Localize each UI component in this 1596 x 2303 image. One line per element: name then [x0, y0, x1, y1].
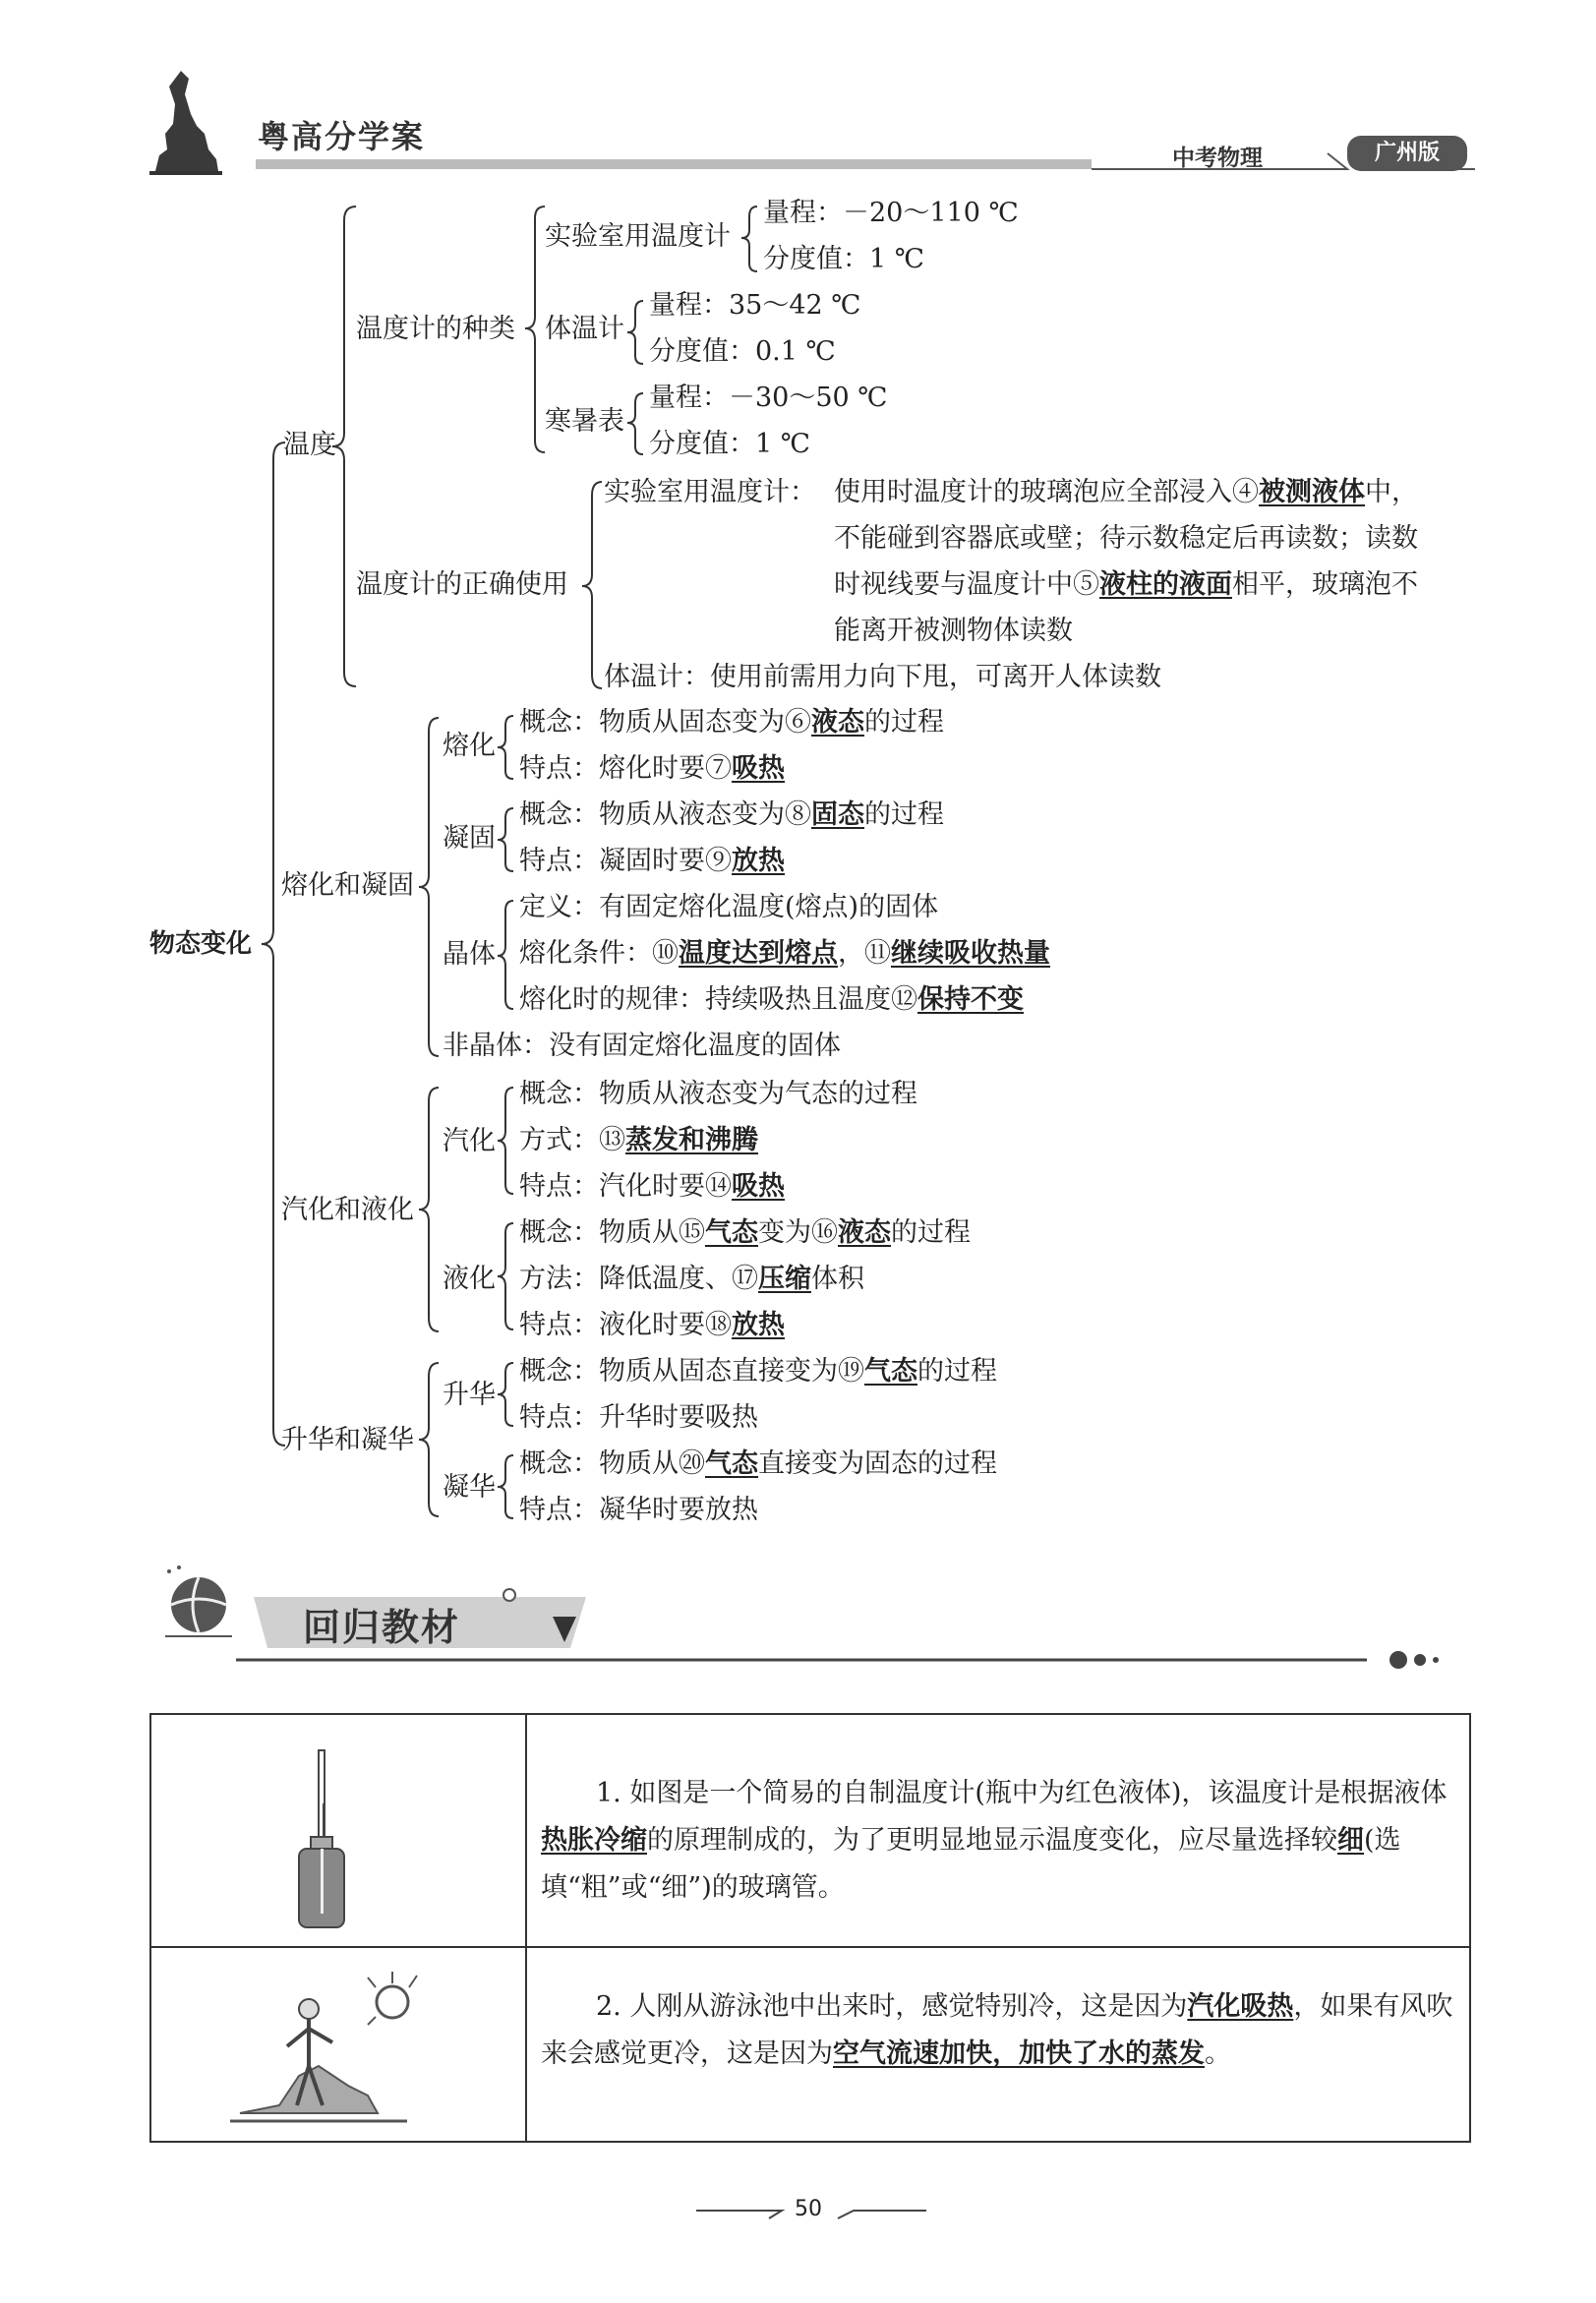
node-liquefy: 液化 — [443, 1264, 496, 1294]
node-vapor-liquefy: 汽化和液化 — [281, 1195, 414, 1225]
answer-15: 气态 — [705, 1217, 758, 1248]
swimmer-figure — [151, 1948, 525, 2141]
bracket-cold — [627, 393, 643, 454]
bracket-melting — [498, 716, 513, 779]
node-cold-thermometer: 寒暑表 — [545, 406, 624, 437]
node-body-thermometer: 体温计 — [545, 314, 624, 344]
bracket-up — [498, 1363, 513, 1426]
node-melting: 熔化 — [443, 731, 496, 761]
thermometer-figure-cell — [151, 1715, 527, 1946]
answer-13: 蒸发和沸腾 — [625, 1125, 758, 1155]
answer-7: 吸热 — [732, 753, 785, 784]
bracket-use — [582, 482, 602, 688]
crystal-definition: 定义：有固定熔化温度(熔点)的固体 — [519, 892, 939, 922]
answer-14: 吸热 — [732, 1171, 785, 1202]
homemade-thermometer-figure — [151, 1715, 525, 1946]
q1-answer-1: 热胀冷缩 — [541, 1825, 647, 1856]
node-desublimate: 凝华 — [443, 1472, 496, 1503]
bracket-lab — [741, 207, 757, 271]
answer-20: 气态 — [705, 1448, 758, 1479]
desublimate-feature: 特点：凝华时要放热 — [519, 1495, 758, 1525]
answer-19: 气态 — [864, 1356, 917, 1387]
question-1-cell — [527, 1715, 1469, 1946]
liquefy-feature: 特点：液化时要⑱放热 — [519, 1310, 785, 1340]
node-sublimate: 升华 — [443, 1380, 496, 1410]
answer-10: 温度达到熔点 — [679, 938, 838, 969]
node-sublimation: 升华和凝华 — [281, 1425, 414, 1455]
vaporize-concept: 概念：物质从液态变为气态的过程 — [519, 1079, 917, 1109]
lab-division: 分度值：1 ℃ — [763, 244, 924, 274]
melting-feature: 特点：熔化时要⑦吸热 — [519, 753, 785, 784]
ball-icon — [157, 1564, 236, 1642]
desublimate-concept: 概念：物质从⑳气态直接变为固态的过程 — [519, 1448, 997, 1479]
q2-answer-1: 汽化吸热 — [1187, 1991, 1294, 2022]
crystal-condition: 熔化条件：⑩温度达到熔点，⑪继续吸收热量 — [519, 938, 1050, 969]
question-2: 2. 人刚从游泳池中出来时，感觉特别冷，这是因为汽化吸热，如果有风吹来会感觉更冷，这是因为空气流速加快，加快了水的蒸发。 — [541, 1991, 1453, 2069]
node-vaporize: 汽化 — [443, 1126, 496, 1156]
bracket-crystal — [498, 901, 513, 1009]
question-2-cell — [527, 1948, 1469, 2141]
answer-16: 液态 — [838, 1217, 891, 1248]
bracket-down — [498, 1455, 513, 1518]
liquefy-method: 方法：降低温度、⑰压缩体积 — [519, 1264, 864, 1294]
table-row — [151, 1715, 1469, 1948]
cold-division: 分度值：1 ℃ — [649, 429, 810, 459]
lab-range: 量程：－20～110 ℃ — [763, 198, 1019, 228]
use-lab-line4: 能离开被测物体读数 — [834, 616, 1073, 646]
use-lab-label: 实验室用温度计： — [604, 477, 816, 507]
node-crystal: 晶体 — [443, 939, 496, 970]
solidify-feature: 特点：凝固时要⑨放热 — [519, 846, 785, 876]
tree-root: 物态变化 — [149, 929, 253, 959]
answer-11: 继续吸收热量 — [891, 938, 1050, 969]
answer-4: 被测液体 — [1259, 477, 1365, 507]
bracket-solid — [498, 808, 513, 871]
node-types: 温度计的种类 — [356, 314, 515, 344]
answer-12: 保持不变 — [917, 984, 1024, 1015]
vaporize-feature: 特点：汽化时要⑭吸热 — [519, 1171, 785, 1202]
noncrystal: 非晶体：没有固定熔化温度的固体 — [443, 1031, 841, 1061]
bracket-liq — [498, 1223, 513, 1329]
bracket-types — [525, 207, 545, 452]
brand-title: 粤高分学案 — [258, 118, 426, 155]
solidify-concept: 概念：物质从液态变为⑧固态的过程 — [519, 799, 944, 830]
liquefy-concept: 概念：物质从⑮气态变为⑯液态的过程 — [519, 1217, 971, 1248]
bracket-vap — [498, 1088, 513, 1194]
sublimate-feature: 特点：升华时要吸热 — [519, 1402, 758, 1433]
use-lab-line2: 不能碰到容器底或壁；待示数稳定后再读数；读数 — [834, 523, 1418, 554]
question-1: 1. 如图是一个简易的自制温度计(瓶中为红色液体)，该温度计是根据液体热胀冷缩的原理制成的，为了更明显地显示温度变化，应尽量选择较细(选填“粗”或“细”)的玻璃管。 — [541, 1778, 1448, 1903]
use-lab-line3: 时视线要与温度计中⑤液柱的液面相平，玻璃泡不 — [834, 569, 1418, 600]
answer-6: 液态 — [811, 707, 864, 738]
node-melt-solidify: 熔化和凝固 — [281, 870, 414, 901]
page-number: 50 — [795, 2197, 822, 2221]
q1-answer-2: 细 — [1337, 1825, 1364, 1856]
crystal-rule: 熔化时的规律：持续吸热且温度⑫保持不变 — [519, 984, 1024, 1015]
use-body: 体温计：使用前需用力向下甩，可离开人体读数 — [604, 662, 1161, 692]
node-lab-thermometer: 实验室用温度计 — [545, 221, 731, 252]
edition-badge: 广州版 — [1347, 136, 1467, 171]
table-row — [151, 1948, 1469, 2141]
answer-18: 放热 — [732, 1310, 785, 1340]
subject-label: 中考物理 — [1172, 146, 1263, 171]
sublimate-concept: 概念：物质从固态直接变为⑲气态的过程 — [519, 1356, 997, 1387]
node-temp: 温度 — [283, 430, 336, 460]
answer-5: 液柱的液面 — [1099, 569, 1232, 600]
use-lab-line1: 使用时温度计的玻璃泡应全部浸入④被测液体中， — [834, 477, 1418, 507]
node-correct-use: 温度计的正确使用 — [356, 569, 568, 600]
textbook-table — [149, 1713, 1471, 2143]
body-division: 分度值：0.1 ℃ — [649, 336, 836, 367]
node-solidify: 凝固 — [443, 823, 496, 854]
bracket-body — [627, 301, 643, 364]
bracket-vapor — [419, 1088, 439, 1331]
body-range: 量程：35～42 ℃ — [649, 290, 861, 321]
answer-8: 固态 — [811, 799, 864, 830]
section-title: 回归教材 — [303, 1606, 461, 1649]
bracket-root — [262, 443, 285, 1446]
cold-range: 量程：－30～50 ℃ — [649, 383, 888, 413]
answer-9: 放热 — [732, 846, 785, 876]
bracket-melt — [419, 718, 439, 1056]
vaporize-method: 方式：⑬蒸发和沸腾 — [519, 1125, 758, 1155]
answer-17: 压缩 — [758, 1264, 811, 1294]
melting-concept: 概念：物质从固态变为⑥液态的过程 — [519, 707, 944, 738]
swimmer-figure-cell — [151, 1948, 527, 2141]
bracket-sub — [419, 1363, 439, 1516]
q2-answer-2: 空气流速加快，加快了水的蒸发 — [833, 2038, 1205, 2069]
